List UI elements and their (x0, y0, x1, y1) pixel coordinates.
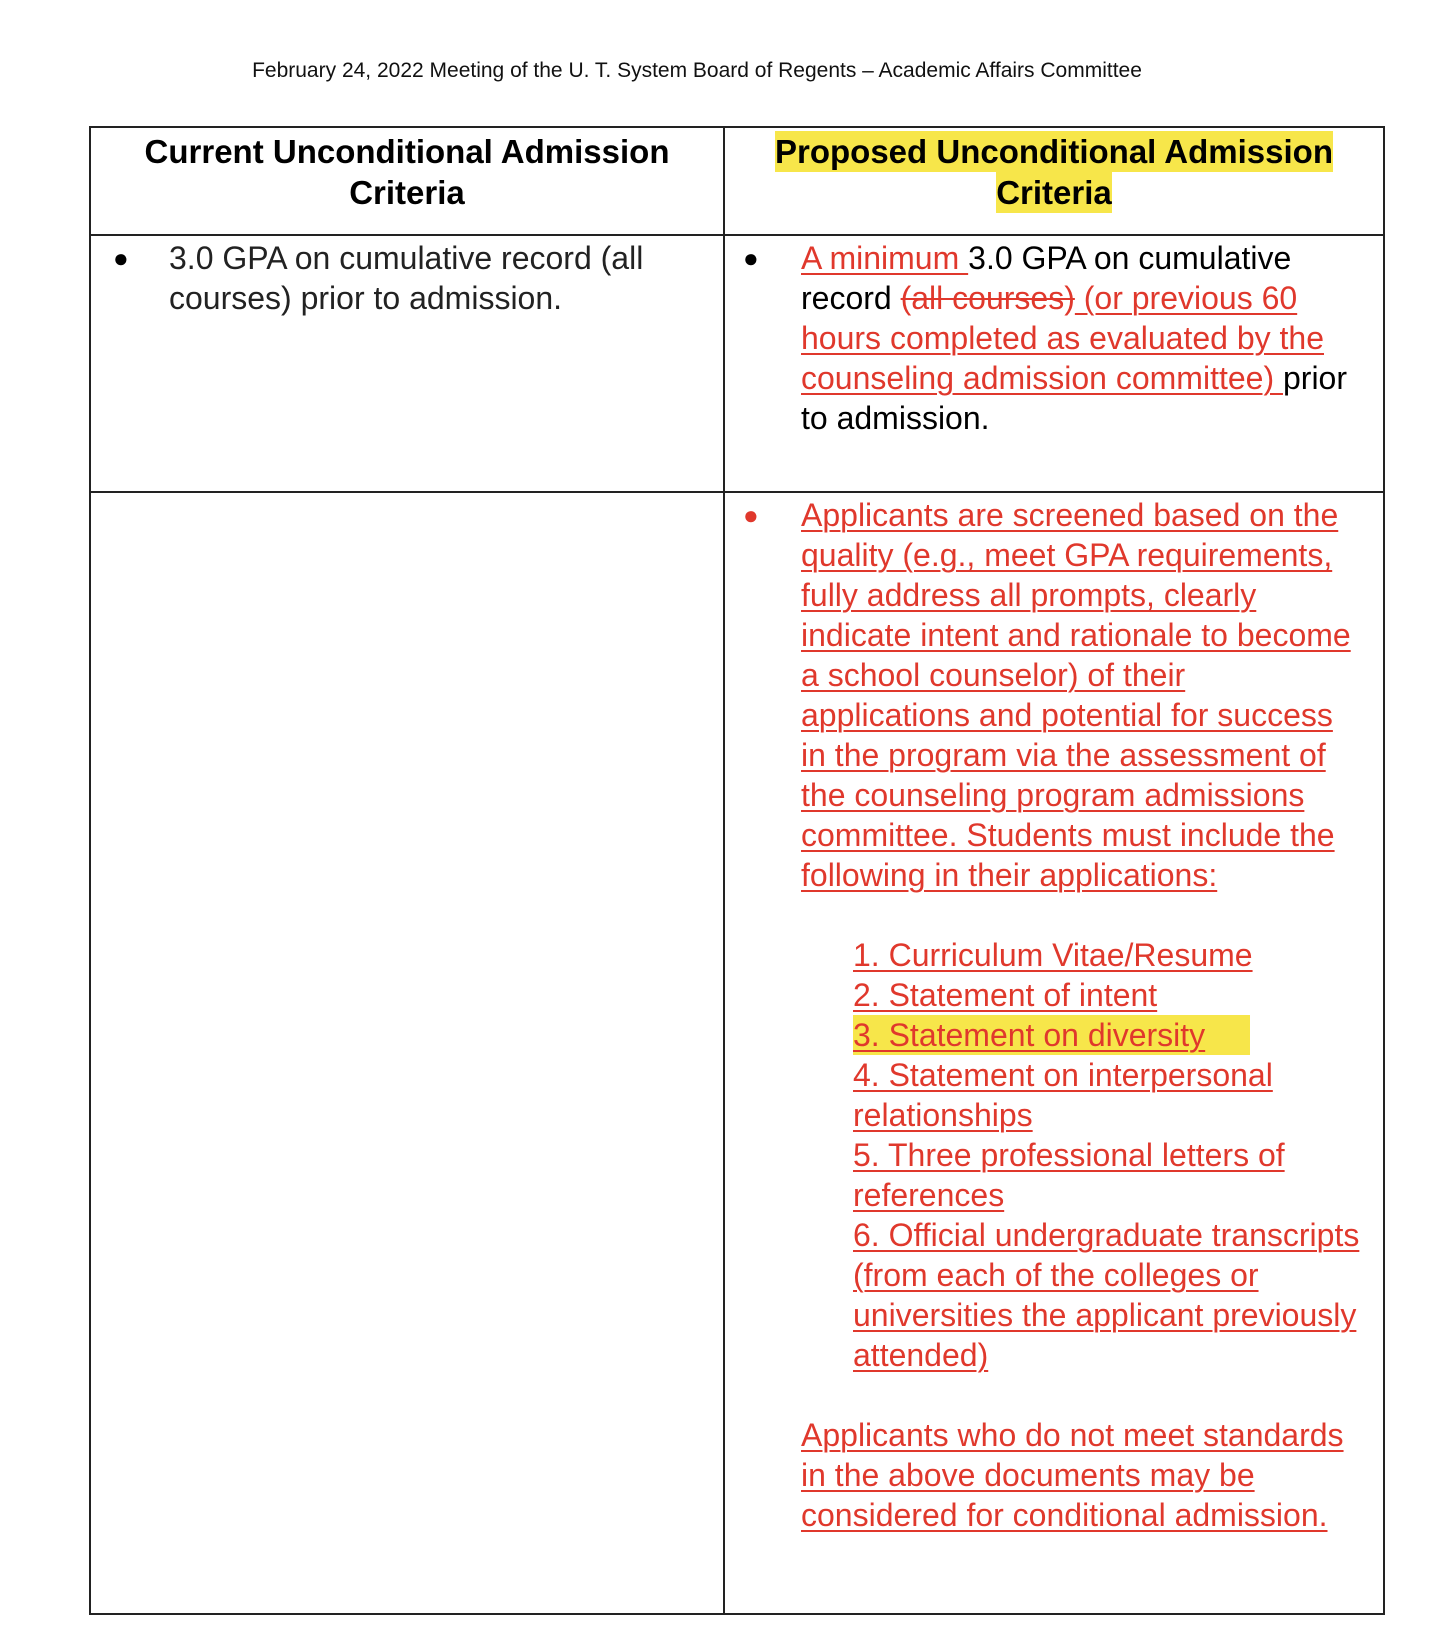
proposed-criteria-header (724, 127, 1384, 235)
list-item: 2. Statement of intent (853, 977, 1158, 1013)
list-item: 4. Statement on interpersonal relationships (853, 1057, 1273, 1133)
list-item: 1. Curriculum Vitae/Resume (853, 937, 1253, 973)
conditional-admission-text: Applicants who do not meet standards in the above documents may be considered for conditional admission. (801, 1417, 1344, 1533)
retained-text: prior to admission. (801, 360, 1347, 436)
current-empty-cell (90, 492, 724, 1614)
bullet-dot-icon: ● (743, 243, 759, 273)
table-header-row (90, 127, 1384, 235)
proposed-criteria-header-text: Proposed Unconditional Admission Criteria (775, 133, 1333, 211)
admission-criteria-table (89, 126, 1385, 1615)
current-gpa-cell (90, 235, 724, 492)
deleted-text: (all courses) (900, 280, 1075, 316)
table-row (90, 492, 1384, 1614)
screening-bullet (725, 493, 1383, 1535)
bullet-dot-icon: ● (743, 500, 759, 530)
current-criteria-header-text: Current Unconditional Admission Criteria (144, 133, 670, 211)
table-row (90, 235, 1384, 492)
required-documents-list (853, 935, 1361, 1375)
inserted-text: (or previous 60 hours completed as evaluated by the counseling admission committee) (801, 280, 1324, 396)
inserted-text: A minimum (801, 240, 969, 276)
list-item: 3. Statement on diversity (853, 1015, 1361, 1055)
current-gpa-bullet (91, 236, 723, 318)
retained-text: 3.0 GPA on cumulative record (801, 240, 1292, 316)
conditional-admission-note (801, 1415, 1361, 1535)
page-header: February 24, 2022 Meeting of the U. T. System Board of Regents – Academic Affairs Committee (252, 59, 1142, 82)
proposed-gpa-bullet (725, 236, 1383, 438)
proposed-screening-cell (724, 492, 1384, 1614)
proposed-gpa-cell (724, 235, 1384, 492)
bullet-dot-icon: ● (113, 243, 129, 273)
list-item: 5. Three professional letters of references (853, 1137, 1285, 1213)
screening-intro-text: Applicants are screened based on the quality (e.g., meet GPA requirements, fully address all prompts, clearly indicate intent and rationale to become a school counselor) of their applications and potential for success in the program via the assessment of the counseling program admissions committee. Students must include the following in their applications: (801, 497, 1351, 893)
current-gpa-text: 3.0 GPA on cumulative record (all courses) prior to admission. (169, 240, 644, 316)
list-item: 6. Official undergraduate transcripts (from each of the colleges or universities the applicant previously attended) (853, 1217, 1360, 1373)
current-criteria-header (90, 127, 724, 235)
